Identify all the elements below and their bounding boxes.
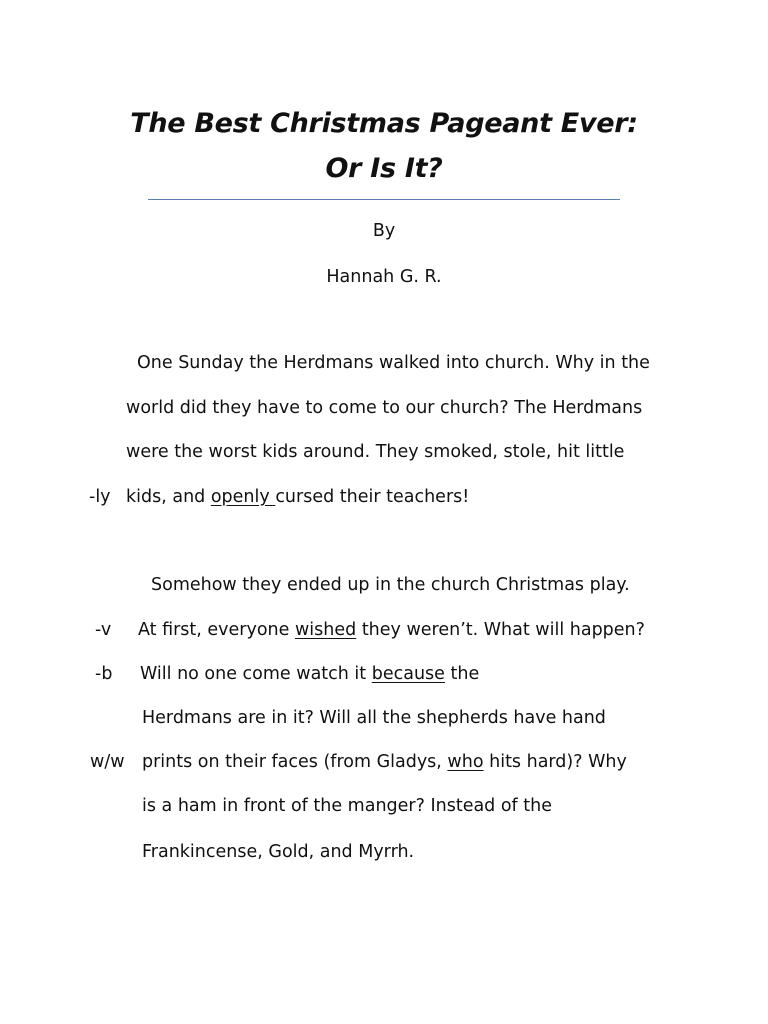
paragraph-1-line-2: world did they have to come to our church? The Herdmans	[126, 398, 643, 418]
paragraph-2-line-5	[142, 752, 627, 772]
paragraph-1-line-3: were the worst kids around. They smoked, stole, hit little	[126, 442, 625, 462]
underlined-word-who: who	[447, 752, 484, 772]
title-line-1: The Best Christmas Pageant Ever:	[130, 108, 638, 139]
margin-mark-b: -b	[95, 664, 113, 684]
by-label: By	[372, 221, 396, 241]
underlined-word-because: because	[371, 664, 445, 684]
line-text: the	[444, 664, 480, 684]
line-text: cursed their teachers!	[275, 487, 470, 507]
underlined-word-wished: wished	[294, 620, 357, 640]
line-text: they weren’t. What will happen?	[356, 620, 645, 640]
title-line-2: Or Is It?	[325, 153, 443, 184]
paragraph-1-line-4	[126, 487, 469, 507]
paragraph-1-line-1: One Sunday the Herdmans walked into church. Why in the	[137, 353, 650, 373]
paragraph-2-line-7: Frankincense, Gold, and Myrrh.	[142, 842, 415, 862]
author-name: Hannah G. R.	[326, 267, 442, 287]
title-divider	[148, 199, 620, 200]
margin-mark-ly: -ly	[89, 487, 111, 507]
line-text: hits hard)? Why	[483, 752, 627, 772]
paragraph-2-line-4: Herdmans are in it? Will all the shepherds have hand	[142, 708, 606, 728]
paragraph-2-line-2	[138, 620, 645, 640]
line-text: kids, and	[126, 487, 211, 507]
line-text: At first, everyone	[138, 620, 295, 640]
line-text: Will no one come watch it	[140, 664, 372, 684]
margin-mark-ww: w/w	[90, 752, 125, 772]
margin-mark-v: -v	[95, 620, 112, 640]
underlined-word-openly: openly	[210, 487, 276, 507]
paragraph-2-line-3	[140, 664, 479, 684]
line-text: prints on their faces (from Gladys,	[142, 752, 448, 772]
paragraph-2-line-1: Somehow they ended up in the church Christmas play.	[151, 575, 630, 595]
paragraph-2-line-6: is a ham in front of the manger? Instead of the	[142, 796, 553, 816]
